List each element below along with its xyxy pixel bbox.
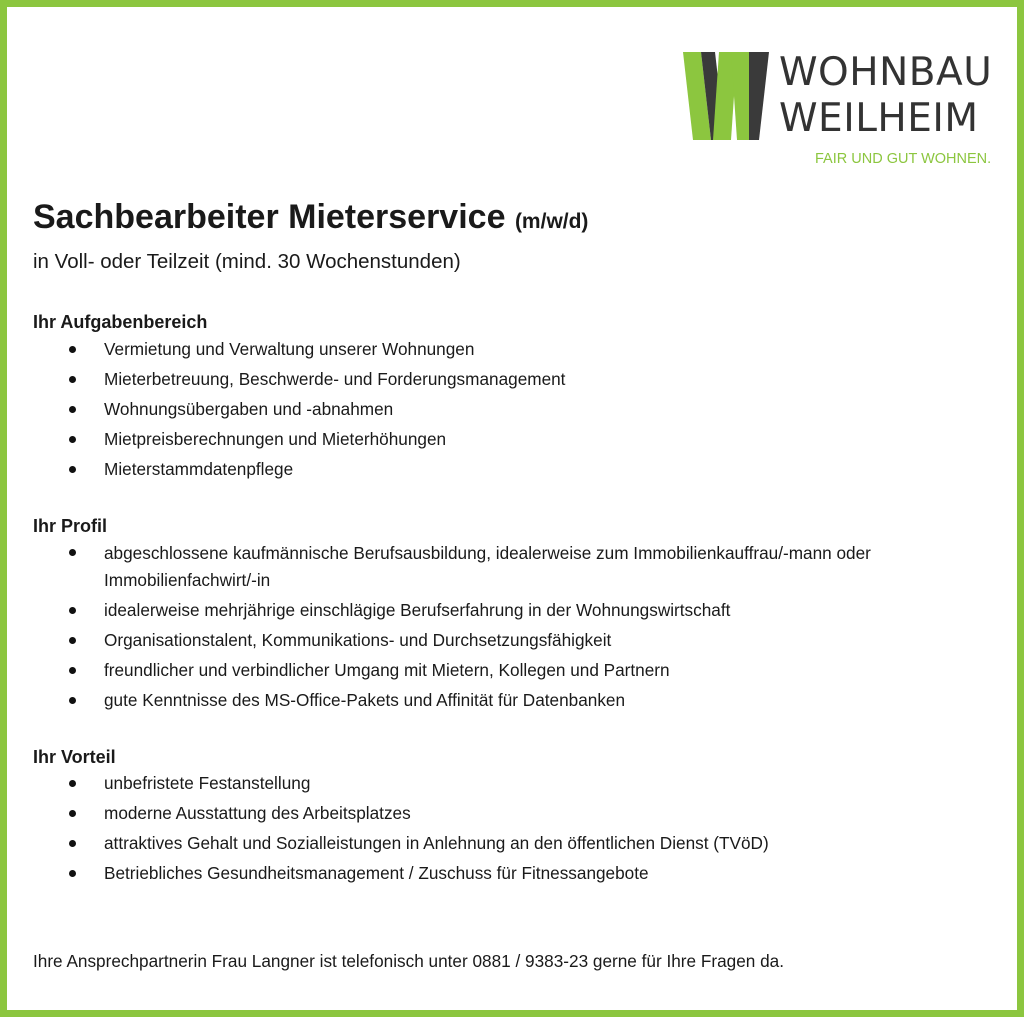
bullet-icon — [69, 780, 76, 787]
section-heading-vorteil: Ihr Vorteil — [33, 746, 116, 767]
list-item-text: Mietpreisberechnungen und Mieterhöhungen — [104, 428, 447, 449]
list-item-text: Betriebliches Gesundheitsmanagement / Zuschuss für Fitnessangebote — [104, 863, 649, 884]
list-item — [33, 394, 1013, 424]
bullet-icon — [69, 810, 76, 817]
bullet-icon — [69, 870, 76, 877]
list-item-text: moderne Ausstattung des Arbeitsplatzes — [104, 803, 411, 824]
company-logo — [683, 49, 1013, 169]
list-item-text: Mieterbetreuung, Beschwerde- und Forderungsmanagement — [104, 368, 566, 389]
job-title — [33, 199, 1013, 236]
list-item — [33, 424, 1013, 454]
bullet-icon — [69, 436, 76, 443]
bullet-icon — [69, 466, 76, 473]
job-title-text: Sachbearbeiter Mieterservice — [33, 198, 506, 236]
list-item — [33, 364, 1013, 394]
list-item-text: Wohnungsübergaben und -abnahmen — [104, 398, 394, 419]
bullet-icon — [69, 697, 76, 704]
list-item — [33, 595, 1013, 625]
list-item — [33, 685, 1013, 715]
list-item — [33, 828, 1013, 858]
job-subtitle: in Voll- oder Teilzeit (mind. 30 Wochenstunden) — [33, 250, 461, 274]
list-item-text: attraktives Gehalt und Sozialleistungen in Anlehnung an den öffentlichen Dienst (TVöD) — [104, 833, 769, 854]
wohnbau-w-logo-icon — [683, 52, 769, 140]
list-item-text: Vermietung und Verwaltung unserer Wohnungen — [104, 338, 475, 359]
logo-text-wohnbau: WOHNBAU — [779, 50, 993, 95]
bullet-icon — [69, 667, 76, 674]
list-item-text: freundlicher und verbindlicher Umgang mit Mietern, Kollegen und Partnern — [104, 659, 670, 680]
list-item-text: Organisationstalent, Kommunikations- und Durchsetzungsfähigkeit — [104, 629, 612, 650]
list-item-text: abgeschlossene kaufmännische Berufsausbildung, idealerweise zum Immobilienkauffrau/-mann oder Immobilienfachwirt/-in — [104, 542, 871, 590]
bullet-icon — [69, 607, 76, 614]
bullet-icon — [69, 637, 76, 644]
bullet-icon — [69, 840, 76, 847]
list-item-text: Mieterstammdatenpflege — [104, 458, 294, 479]
list-item — [33, 625, 1013, 655]
list-item-text: idealerweise mehrjährige einschlägige Berufserfahrung in der Wohnungswirtschaft — [104, 599, 731, 620]
logo-text-weilheim: WEILHEIM — [779, 96, 979, 141]
list-item — [33, 334, 1013, 364]
job-title-gender-suffix: (m/w/d) — [514, 210, 589, 233]
job-posting — [33, 199, 1013, 888]
bullet-icon — [69, 346, 76, 353]
contact-line: Ihre Ansprechpartnerin Frau Langner ist telefonisch unter 0881 / 9383-23 gerne für Ihre Fragen da. — [33, 951, 784, 971]
aufgabenbereich-list — [33, 334, 1013, 484]
section-heading-aufgabenbereich: Ihr Aufgabenbereich — [33, 312, 208, 333]
list-item — [33, 454, 1013, 484]
bullet-icon — [69, 549, 76, 556]
list-item-text: gute Kenntnisse des MS-Office-Pakets und Affinität für Datenbanken — [104, 689, 626, 710]
list-item — [33, 655, 1013, 685]
list-item — [33, 768, 1013, 798]
list-item-text: unbefristete Festanstellung — [104, 773, 311, 794]
list-item — [33, 798, 1013, 828]
profil-list — [33, 538, 1013, 715]
vorteil-list — [33, 768, 1013, 888]
bullet-icon — [69, 406, 76, 413]
list-item — [33, 858, 1013, 888]
logo-tagline: FAIR UND GUT WOHNEN. — [815, 151, 992, 167]
bullet-icon — [69, 376, 76, 383]
list-item — [33, 538, 1013, 595]
section-heading-profil: Ihr Profil — [33, 515, 108, 536]
